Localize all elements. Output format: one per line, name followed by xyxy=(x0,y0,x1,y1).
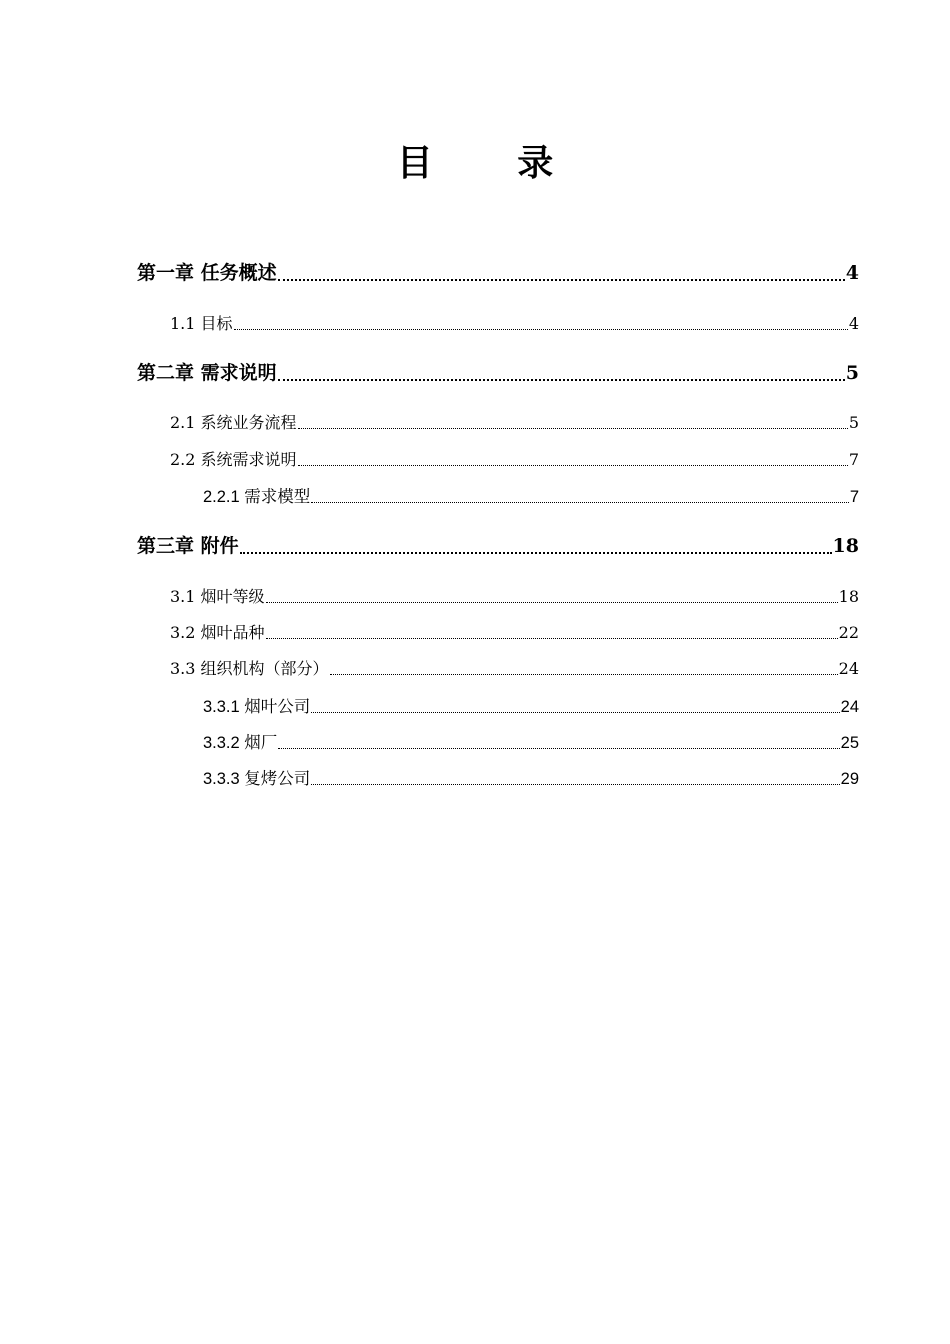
dot-leader xyxy=(278,278,845,281)
toc-entry-page: 25 xyxy=(840,734,859,752)
toc-entry-3-3-1[interactable] xyxy=(203,693,859,717)
toc-entry-page: 4 xyxy=(845,262,859,284)
toc-entry-1-1[interactable] xyxy=(170,311,859,334)
toc-entry-page: 22 xyxy=(838,623,859,642)
toc-entry-label: 3.3.2 烟厂 xyxy=(203,734,278,752)
dot-leader xyxy=(298,464,848,466)
toc-entry-page: 7 xyxy=(849,488,859,506)
toc-entry-label: 3.1 烟叶等级 xyxy=(170,587,265,606)
toc-entry-page: 24 xyxy=(838,659,859,678)
toc-entry-page: 24 xyxy=(840,698,859,716)
dot-leader xyxy=(311,783,839,785)
toc-entry-label: 3.3 组织机构（部分） xyxy=(170,659,329,678)
toc-entry-label: 第二章 需求说明 xyxy=(137,362,277,384)
toc-entry-label: 3.3.3 复烤公司 xyxy=(203,770,311,788)
dot-leader xyxy=(240,551,832,554)
dot-leader xyxy=(266,637,838,639)
toc-entry-label: 3.3.1 烟叶公司 xyxy=(203,698,311,716)
toc-entry-3-3[interactable] xyxy=(170,656,859,679)
dot-leader xyxy=(278,378,845,381)
toc-entry-page: 5 xyxy=(848,413,859,432)
toc-entry-page: 7 xyxy=(848,450,859,469)
toc-entry-2-2[interactable] xyxy=(170,447,859,470)
toc-entry-3-3-3[interactable] xyxy=(203,765,859,789)
toc-entry-label: 2.2.1 需求模型 xyxy=(203,488,311,506)
dot-leader xyxy=(311,711,839,713)
toc-entry-chapter-1[interactable] xyxy=(137,258,859,285)
toc-entry-label: 2.1 系统业务流程 xyxy=(170,413,297,432)
toc-entry-page: 29 xyxy=(840,770,859,788)
toc-entry-chapter-3[interactable] xyxy=(137,531,859,558)
dot-leader xyxy=(298,427,848,429)
dot-leader xyxy=(266,601,838,603)
toc-entry-page: 18 xyxy=(832,535,859,557)
dot-leader xyxy=(234,328,848,330)
toc-entry-label: 第三章 附件 xyxy=(137,535,239,557)
toc-entry-page: 5 xyxy=(845,362,859,384)
toc-entry-label: 2.2 系统需求说明 xyxy=(170,450,297,469)
toc-entry-3-1[interactable] xyxy=(170,584,859,607)
dot-leader xyxy=(311,501,849,503)
toc-entry-2-2-1[interactable] xyxy=(203,483,859,507)
toc-entry-page: 4 xyxy=(848,314,859,333)
toc-entry-chapter-2[interactable] xyxy=(137,358,859,385)
dot-leader xyxy=(330,673,838,675)
toc-title: 目 录 xyxy=(396,143,590,184)
toc-entry-label: 3.2 烟叶品种 xyxy=(170,623,265,642)
dot-leader xyxy=(278,747,839,749)
toc-entry-2-1[interactable] xyxy=(170,410,859,433)
toc-entry-label: 第一章 任务概述 xyxy=(137,262,277,284)
toc-entry-3-2[interactable] xyxy=(170,620,859,643)
toc-entry-label: 1.1 目标 xyxy=(170,314,233,333)
toc-entry-page: 18 xyxy=(838,587,859,606)
toc-entry-3-3-2[interactable] xyxy=(203,729,859,753)
